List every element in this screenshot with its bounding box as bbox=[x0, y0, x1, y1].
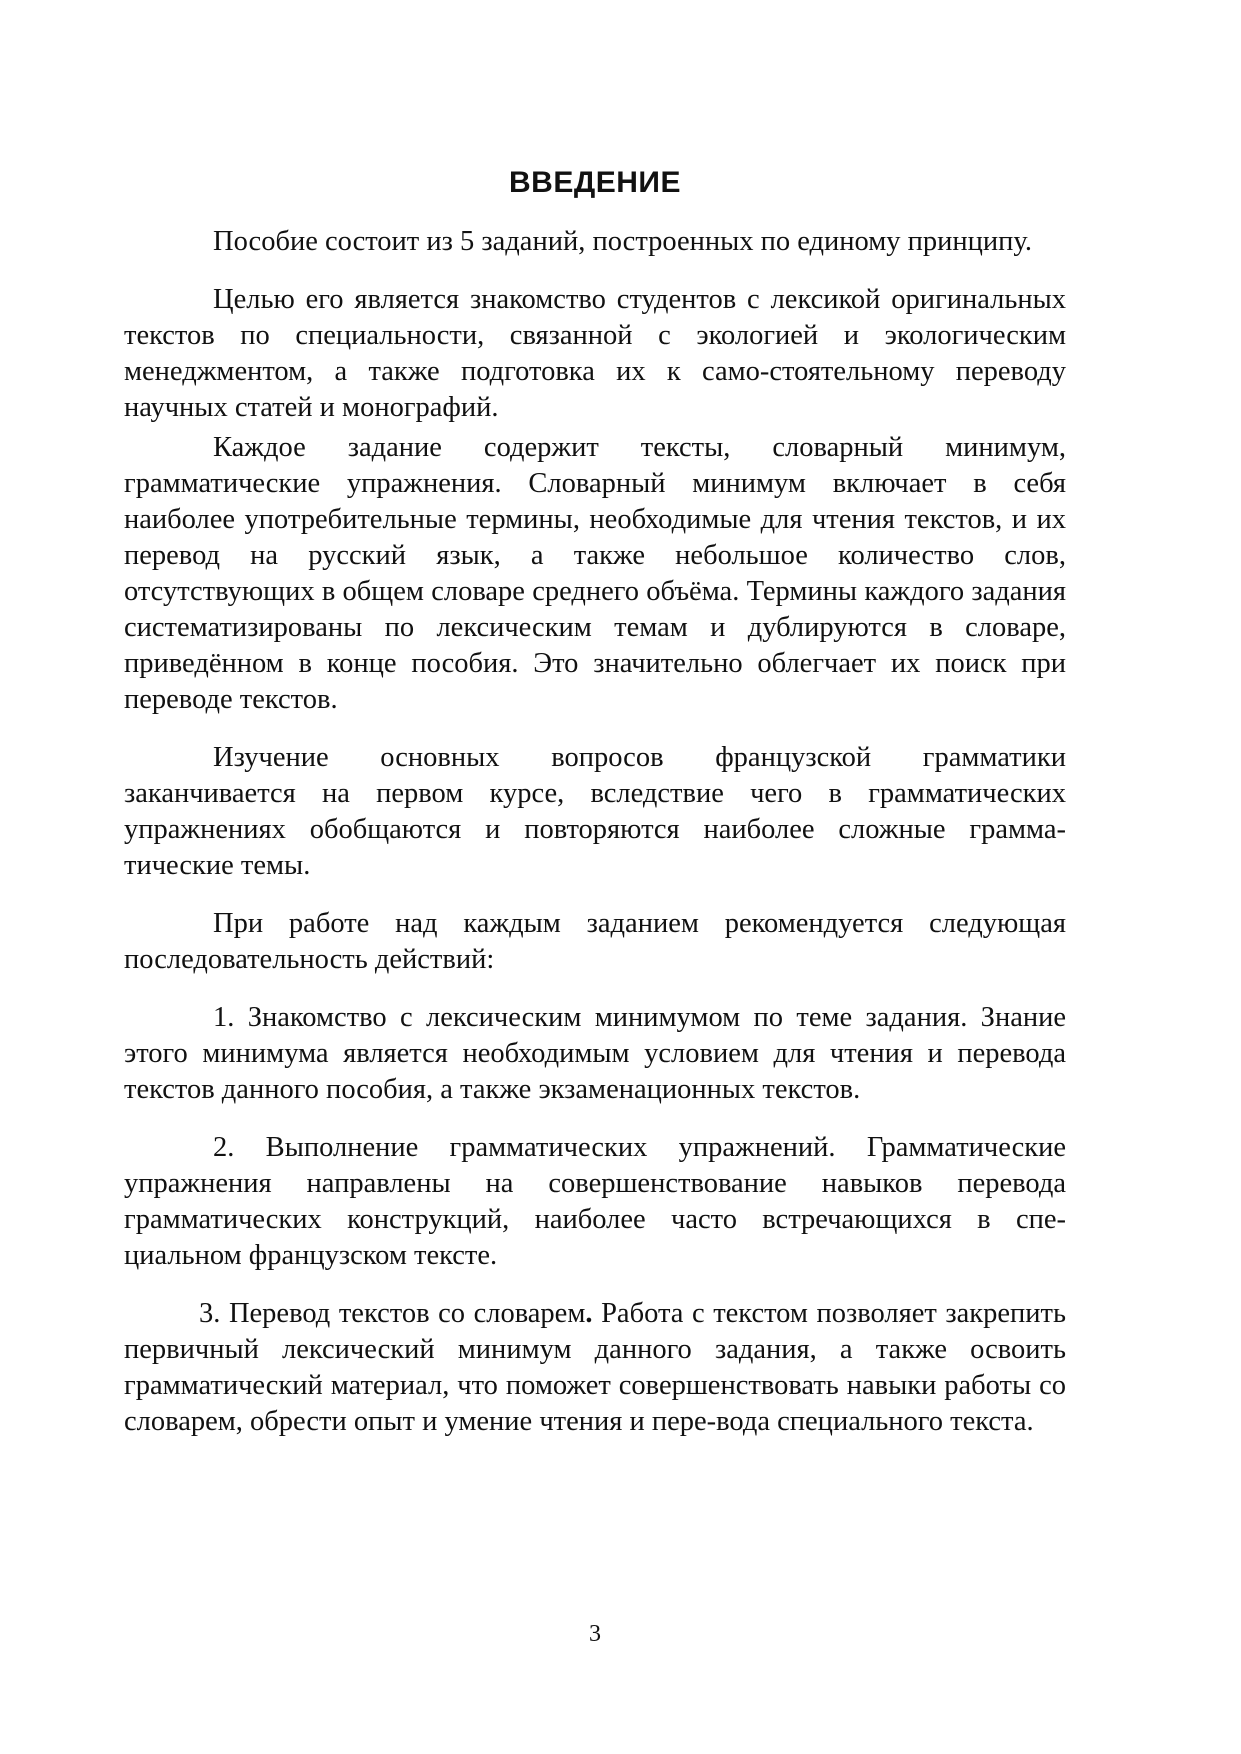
list-item-3-bold-dot: . bbox=[585, 1298, 593, 1329]
list-item-3 bbox=[124, 1296, 1066, 1440]
list-item-2: 2. Выполнение грамматических упражнений. Грамматические упражнения направлены на совершенствование навыков перевода грамматических конструкций, наиболее часто встречающихся в спе-циальном французском тексте. bbox=[124, 1132, 1066, 1271]
paragraph-2: Целью его является знакомство студентов с лексикой оригинальных текстов по специальности, связанной с экологией и экологическим менеджментом, а также подготовка их к само-стоятельному переводу научных статей и монографий. bbox=[124, 284, 1066, 423]
page-title: ВВЕДЕНИЕ bbox=[509, 166, 681, 199]
paragraph-1: Пособие состоит из 5 заданий, построенных по единому принципу. bbox=[213, 226, 1032, 257]
paragraph-4: Изучение основных вопросов французской грамматики заканчивается на первом курсе, вследствие чего в грамматических упражнениях обобщаются и повторяются наиболее сложные грамма-тические темы. bbox=[124, 742, 1066, 881]
list-item-3-lead: 3. Перевод текстов со словарем bbox=[199, 1298, 586, 1329]
list-item-3-rest: Работа с текстом позволяет закрепить первичный лексический минимум данного задания, а также освоить грамматический материал, что поможет совершенствовать навыки работы со словарем, обрести опыт и умение чтения и пере-вода специального текста. bbox=[124, 1298, 1067, 1437]
page-body bbox=[124, 224, 1066, 1440]
paragraph-5: При работе над каждым заданием рекомендуется следующая последовательность действий: bbox=[124, 908, 1066, 975]
paragraph-3: Каждое задание содержит тексты, словарный минимум, грамматические упражнения. Словарный минимум включает в себя наиболее употребительные термины, необходимые для чтения текстов, и их перевод на русский язык, а также небольшое количество слов, отсутствующих в общем словаре среднего объёма. Термины каждого задания систематизированы по лексическим темам и дублируются в словаре, приведённом в конце пособия. Это значительно облегчает их поиск при переводе текстов. bbox=[124, 432, 1066, 715]
list-item-1: 1. Знакомство с лексическим минимумом по теме задания. Знание этого минимума является необходимым условием для чтения и перевода текстов данного пособия, а также экзаменационных текстов. bbox=[124, 1002, 1066, 1105]
page-number: 3 bbox=[589, 1621, 601, 1647]
